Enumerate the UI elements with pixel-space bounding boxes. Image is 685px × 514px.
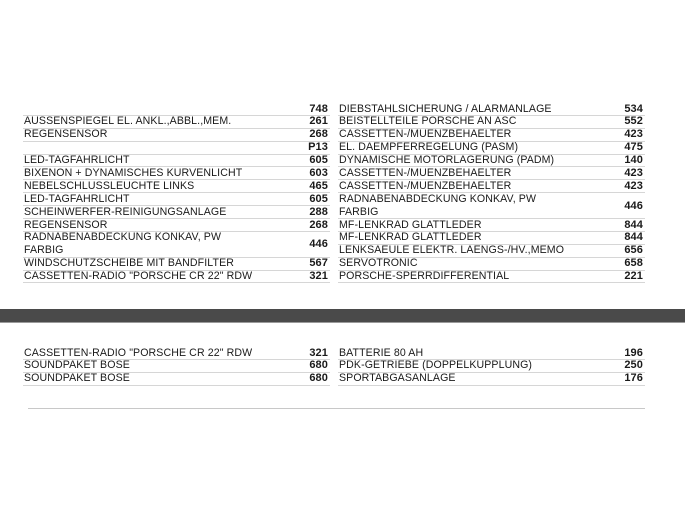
equipment-label: WINDSCHUTZSCHEIBE MIT BANDFILTER (24, 257, 234, 270)
equipment-label: CASSETTEN-/MUENZBEHAELTER (339, 128, 512, 141)
equipment-code: 321 (309, 346, 328, 359)
equipment-label: CASSETTEN-/MUENZBEHAELTER (339, 179, 512, 192)
equipment-row (23, 193, 330, 206)
equipment-code: 268 (309, 218, 328, 231)
equipment-row (338, 347, 645, 360)
equipment-label: BATTERIE 80 AH (339, 346, 424, 359)
equipment-code: 465 (309, 179, 328, 192)
equipment-label (23, 231, 221, 257)
section-divider-line (0, 322, 685, 323)
equipment-row (338, 258, 645, 271)
equipment-row (338, 360, 645, 373)
equipment-column-right (338, 347, 645, 386)
equipment-row (23, 232, 330, 258)
section-divider-band (0, 309, 685, 322)
equipment-row (23, 180, 330, 193)
equipment-row (23, 360, 330, 373)
equipment-row (23, 116, 330, 129)
equipment-row (23, 347, 330, 360)
equipment-label-line1: RADNABENABDECKUNG KONKAV, PW (339, 192, 537, 205)
equipment-code: 176 (624, 372, 643, 385)
equipment-code: 268 (309, 128, 328, 141)
equipment-row (338, 129, 645, 142)
equipment-code: 250 (624, 359, 643, 372)
equipment-row (338, 155, 645, 168)
equipment-code: 844 (624, 231, 643, 244)
equipment-row (23, 129, 330, 142)
equipment-table-top (23, 103, 645, 283)
equipment-code: 567 (309, 257, 328, 270)
equipment-code: 196 (624, 346, 643, 359)
equipment-label: SCHEINWERFER-REINIGUNGSANLAGE (24, 205, 227, 218)
equipment-label: AUSSENSPIEGEL EL. ANKL.,ABBL.,MEM. (24, 115, 232, 128)
equipment-code: P13 (308, 141, 328, 154)
equipment-row (338, 193, 645, 219)
equipment-label: CASSETTEN-/MUENZBEHAELTER (339, 166, 512, 179)
equipment-code: 321 (309, 270, 328, 283)
equipment-label: CASSETTEN-RADIO "PORSCHE CR 22" RDW (24, 270, 253, 283)
equipment-label (338, 193, 536, 219)
equipment-code: 748 (309, 102, 328, 115)
equipment-label: LED-TAGFAHRLICHT (24, 192, 130, 205)
equipment-row (338, 180, 645, 193)
equipment-row (338, 103, 645, 116)
equipment-code: 261 (309, 115, 328, 128)
equipment-code: 603 (309, 166, 328, 179)
equipment-label: REGENSENSOR (24, 218, 108, 231)
equipment-label: DYNAMISCHE MOTORLAGERUNG (PADM) (339, 154, 555, 167)
equipment-table-bottom (23, 347, 645, 386)
equipment-row (23, 373, 330, 386)
equipment-label: LENKSAEULE ELEKTR. LAENGS-/HV.,MEMO (339, 244, 565, 257)
equipment-label: SERVOTRONIC (339, 257, 418, 270)
equipment-row (338, 232, 645, 245)
equipment-row (23, 219, 330, 232)
equipment-label-line2: FARBIG (24, 244, 64, 257)
equipment-label: PORSCHE-SPERRDIFFERENTIAL (339, 270, 510, 283)
equipment-row (23, 258, 330, 271)
equipment-label-line1: RADNABENABDECKUNG KONKAV, PW (24, 231, 222, 244)
equipment-code: 656 (624, 244, 643, 257)
equipment-row (338, 373, 645, 386)
bottom-divider (28, 408, 645, 409)
equipment-column-right (338, 103, 645, 283)
equipment-label: MF-LENKRAD GLATTLEDER (339, 231, 482, 244)
equipment-label-line2: FARBIG (339, 205, 379, 218)
equipment-row (23, 206, 330, 219)
equipment-row (23, 155, 330, 168)
equipment-code: 680 (309, 359, 328, 372)
equipment-label: LED-TAGFAHRLICHT (24, 154, 130, 167)
equipment-column-left (23, 103, 330, 283)
equipment-code: 288 (309, 205, 328, 218)
equipment-code: 475 (624, 141, 643, 154)
equipment-code: 844 (624, 218, 643, 231)
equipment-code: 423 (624, 128, 643, 141)
equipment-code: 680 (309, 372, 328, 385)
equipment-row (338, 219, 645, 232)
equipment-label: BEISTELLTEILE PORSCHE AN ASC (339, 115, 517, 128)
equipment-label: NEBELSCHLUSSLEUCHTE LINKS (24, 179, 195, 192)
equipment-column-left (23, 347, 330, 386)
equipment-code: 446 (309, 238, 328, 251)
equipment-row (23, 103, 330, 116)
equipment-code: 534 (624, 102, 643, 115)
equipment-label: SPORTABGASANLAGE (339, 372, 456, 385)
equipment-code: 446 (624, 199, 643, 212)
equipment-code: 605 (309, 154, 328, 167)
equipment-code: 552 (624, 115, 643, 128)
equipment-code: 423 (624, 179, 643, 192)
equipment-label: REGENSENSOR (24, 128, 108, 141)
equipment-code: 658 (624, 257, 643, 270)
equipment-row (338, 167, 645, 180)
equipment-row (338, 116, 645, 129)
equipment-row (23, 167, 330, 180)
equipment-code: 221 (624, 270, 643, 283)
equipment-code: 140 (624, 154, 643, 167)
equipment-code: 605 (309, 192, 328, 205)
equipment-row (338, 245, 645, 258)
equipment-label: SOUNDPAKET BOSE (24, 372, 130, 385)
equipment-label: PDK-GETRIEBE (DOPPELKUPPLUNG) (339, 359, 533, 372)
equipment-label: MF-LENKRAD GLATTLEDER (339, 218, 482, 231)
equipment-code: 423 (624, 166, 643, 179)
equipment-row (338, 271, 645, 284)
equipment-row (338, 142, 645, 155)
equipment-label: DIEBSTAHLSICHERUNG / ALARMANLAGE (339, 102, 552, 115)
equipment-label: SOUNDPAKET BOSE (24, 359, 130, 372)
equipment-label: CASSETTEN-RADIO "PORSCHE CR 22" RDW (24, 346, 253, 359)
equipment-row (23, 271, 330, 284)
equipment-label: BIXENON + DYNAMISCHES KURVENLICHT (24, 166, 243, 179)
equipment-label: EL. DAEMPFERREGELUNG (PASM) (339, 141, 519, 154)
equipment-row (23, 142, 330, 155)
